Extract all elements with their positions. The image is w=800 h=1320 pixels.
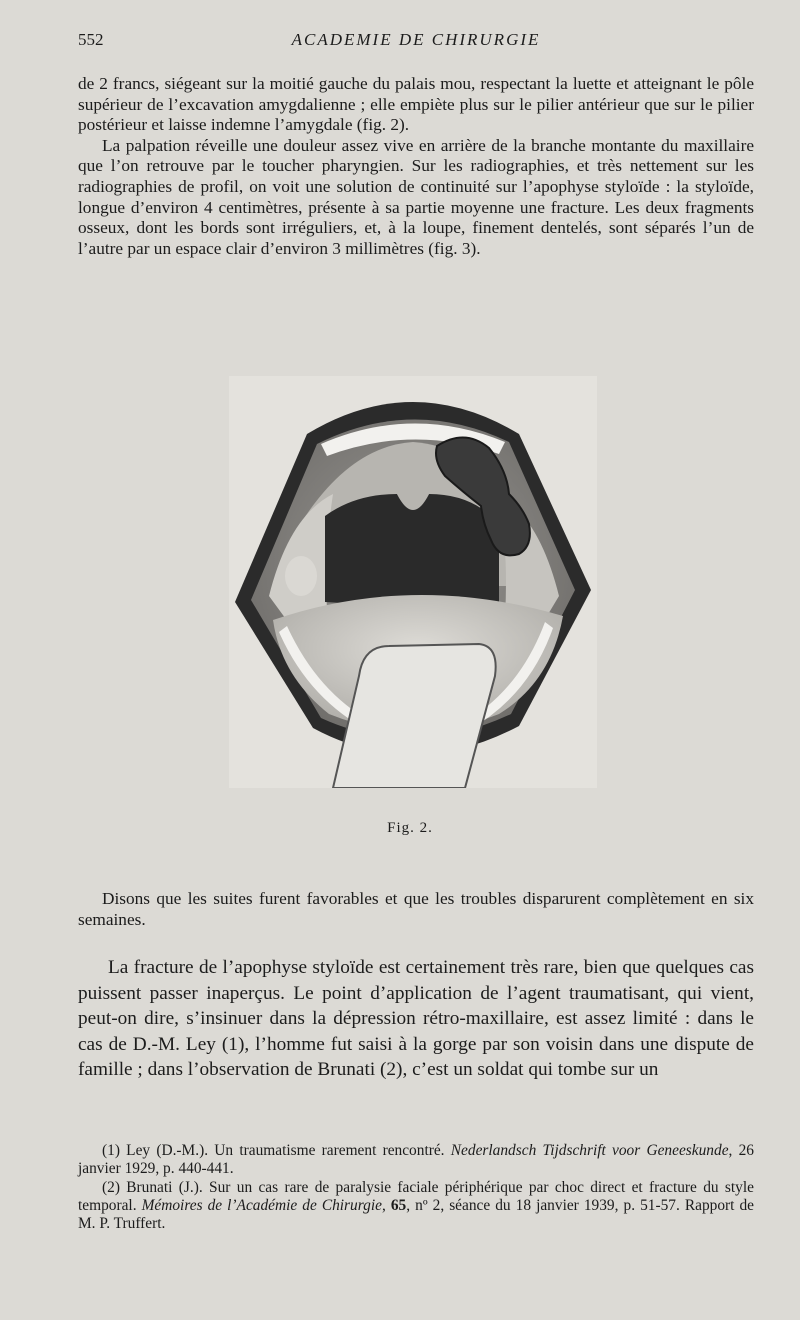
page-number: 552 [78,30,104,49]
footnote-1-tail: , 26 janvier 1929, p. 440-441. [78,1142,755,1178]
body-text-top [78,74,754,259]
mouth-drawing [229,376,597,788]
footnote-1-journal: Nederlandsch Tijdschrift voor Geneeskunde [450,1142,729,1159]
footnote-2-tail: , nº 2, séance du 18 janvier 1939, p. 51-57. Rapport de M. P. Truffert. [78,1196,754,1233]
paragraph-outcome: Disons que les suites furent favorables et que les troubles disparurent complètement en six semaines. [78,889,754,929]
page-header [78,30,754,52]
paragraph-continued: de 2 francs, siégeant sur la moitié gauche du palais mou, respectant la luette et atteignant le pôle supérieur de l’excavation amygdalienne ; elle empiète plus sur le pilier antérieur que sur le pilier postérieur et laisse indemne l’amygdale (fig. 2). [78,74,754,135]
footnote-2-lead: (2) Brunati (J.). Sur un cas rare de paralysie faciale périphérique par choc direct et fracture du style temporal. [78,1178,754,1214]
body-text-middle [78,888,754,930]
running-title: ACADEMIE DE CHIRURGIE [291,30,541,49]
pharynx [325,494,499,606]
footnote-1 [78,1142,754,1179]
footnote-2-sep: , [381,1196,391,1214]
footnote-1-lead: (1) Ley (D.-M.). Un traumatisme rarement rencontré. [102,1142,445,1159]
left-tonsil [285,556,317,596]
paragraph-rarity: La fracture de l’apophyse styloïde est certainement très rare, bien que quelques cas puissent passer inaperçus. Le point d’application de l’agent traumatisant, qui vient, peut-on dire, s’insinuer dans la dépression rétro-maxillaire, est assez limité : dans le cas de D.-M. Ley (1), l’homme fut saisi à la gorge par son voisin dans une dispute de famille ; dans l’observation de Brunati (2), c’est un soldat qui tombe sur un [78,957,754,1081]
figure-caption: Fig. 2. [387,820,433,836]
footnote-2 [78,1179,754,1234]
body-text-bottom [78,955,754,1083]
footnote-2-volume: 65 [390,1196,407,1214]
figure-mouth-illustration [229,376,597,788]
footnote-2-journal: Mémoires de l’Académie de Chirurgie [141,1196,382,1214]
footnotes [78,1142,754,1233]
paragraph-palpation: La palpation réveille une douleur assez vive en arrière de la branche montante du maxillaire que l’on retrouve par le toucher pharyngien. Sur les radiographies, et très nettement sur les radiographies de profil, on voit une solution de continuité sur l’apophyse styloïde : la styloïde, longue d’environ 4 centimètres, présente à sa partie moyenne une fracture. Les deux fragments osseux, dont les bords sont irréguliers, et, à la loupe, finement dentelés, sont séparés l’un de l’autre par un espace clair d’environ 3 millimètres (fig. 3). [78,135,754,258]
